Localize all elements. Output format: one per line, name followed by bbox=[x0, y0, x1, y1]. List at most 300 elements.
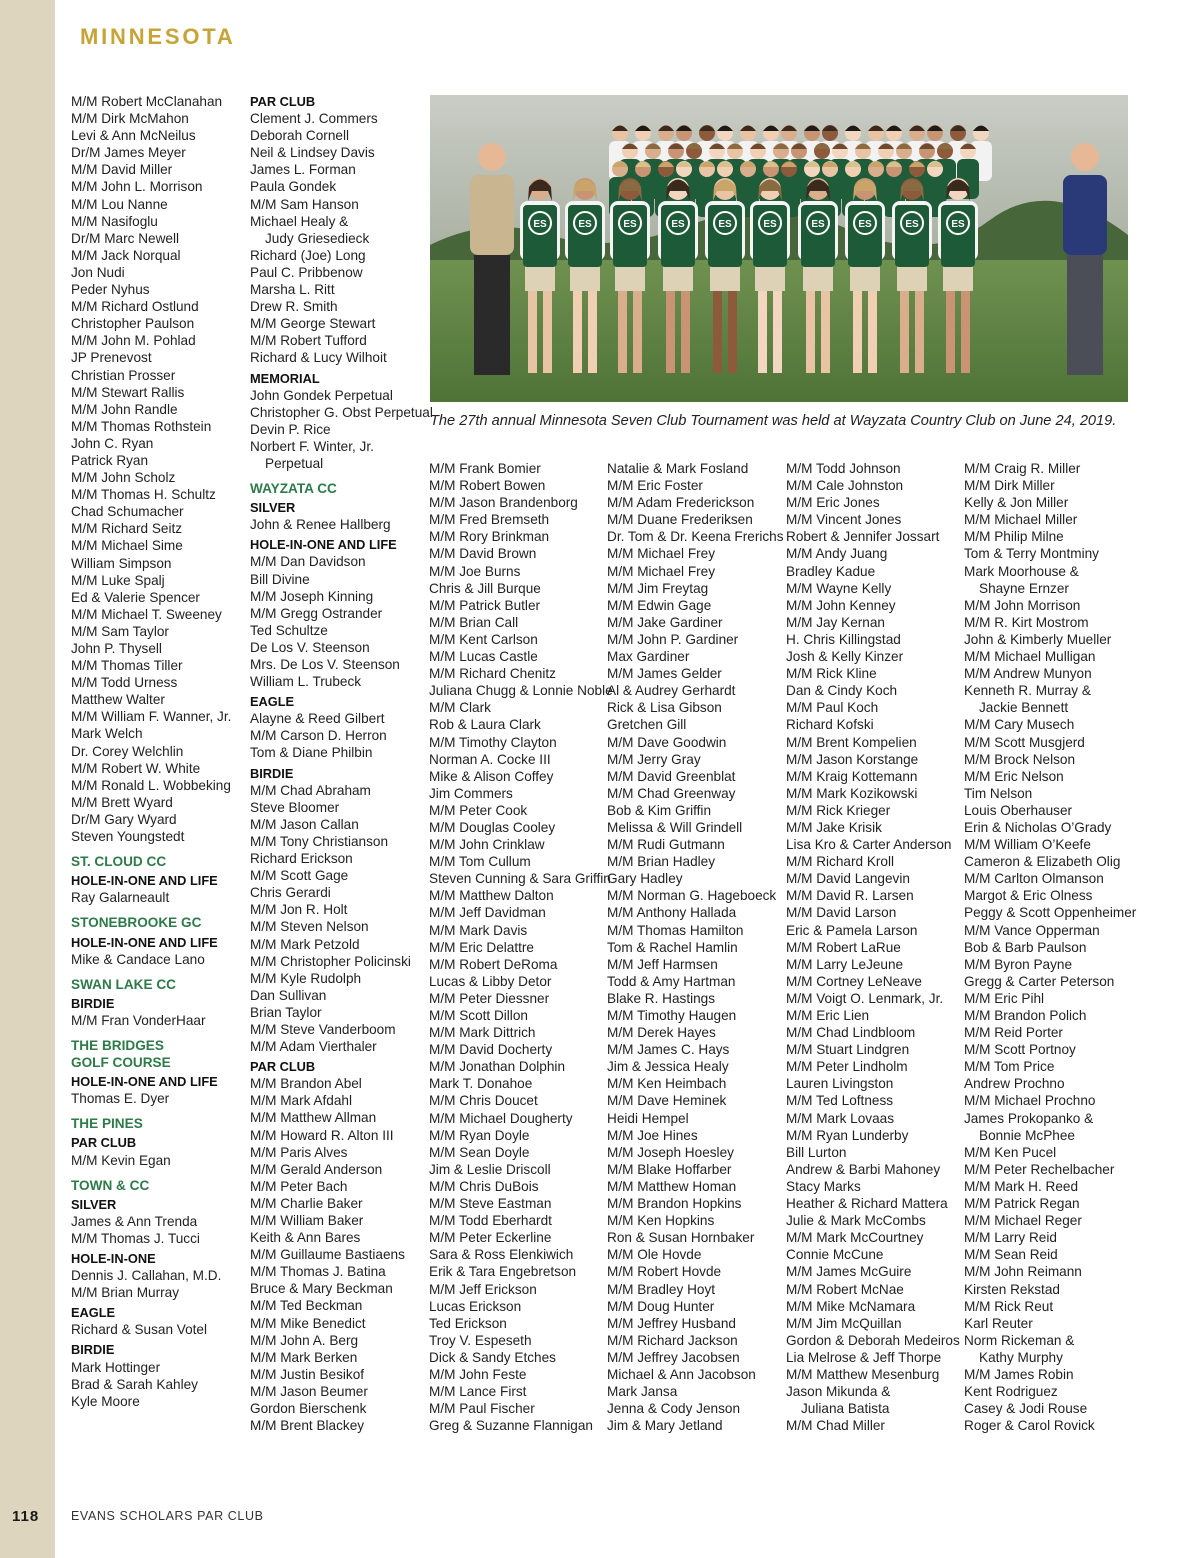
donor-name: Julie & Mark McCombs bbox=[786, 1213, 926, 1229]
donor-name: M/M Peter Cook bbox=[429, 802, 528, 818]
donor-name: M/M Jim McQuillan bbox=[786, 1315, 902, 1331]
donor-name: Margot & Eric Olness bbox=[964, 888, 1093, 904]
bib-logo-text: ES bbox=[671, 219, 685, 230]
donor-column-5 bbox=[786, 460, 958, 1434]
donor-name: John & Renee Hallberg bbox=[250, 517, 391, 533]
donor-name: M/M William F. Wanner, Jr. bbox=[71, 709, 232, 725]
donor-name: M/M Peter Diessner bbox=[429, 990, 550, 1006]
donor-name: M/M Clark bbox=[429, 700, 491, 716]
donor-name: M/M Jay Kernan bbox=[786, 614, 885, 630]
adult-pants bbox=[474, 255, 510, 375]
person-leg bbox=[821, 291, 830, 373]
person-leg bbox=[588, 291, 597, 373]
bib-logo-text: ES bbox=[623, 219, 637, 230]
donor-name: M/M Jeffrey Jacobsen bbox=[607, 1349, 740, 1365]
donor-name: Richard & Lucy Wilhoit bbox=[250, 350, 387, 366]
donor-name: M/M Timothy Clayton bbox=[429, 734, 557, 750]
donor-name: M/M John A. Berg bbox=[250, 1332, 359, 1348]
donor-name: M/M Joseph Hoesley bbox=[607, 1144, 734, 1160]
donor-name: M/M Tom Cullum bbox=[429, 854, 531, 870]
donor-name: M/M Steven Nelson bbox=[250, 919, 369, 935]
donor-name: M/M Rory Brinkman bbox=[429, 529, 550, 545]
caddie-bib bbox=[661, 205, 695, 267]
donor-name: M/M Lance First bbox=[429, 1384, 527, 1400]
donor-name: Devin P. Rice bbox=[250, 421, 331, 437]
donor-name: Mike & Alison Coffey bbox=[429, 768, 554, 784]
donor-name: M/M Patrick Butler bbox=[429, 597, 541, 613]
donor-name: Troy V. Espeseth bbox=[429, 1332, 532, 1348]
caddie-bib bbox=[848, 205, 882, 267]
donor-name: Lauren Livingston bbox=[786, 1076, 894, 1092]
donor-name: M/M Dave Heminek bbox=[607, 1093, 727, 1109]
donor-name: Peggy & Scott Oppenheimer bbox=[964, 905, 1137, 921]
donor-name: M/M R. Kirt Mostrom bbox=[964, 614, 1089, 630]
donor-name: M/M Richard Kroll bbox=[786, 854, 895, 870]
donor-name: Sara & Ross Elenkiwich bbox=[429, 1247, 574, 1263]
donor-name: M/M Howard R. Alton III bbox=[250, 1127, 394, 1143]
donor-name: M/M Robert McNae bbox=[786, 1281, 904, 1297]
giving-level-header: PAR CLUB bbox=[250, 1059, 316, 1075]
donor-name: M/M David Docherty bbox=[429, 1042, 553, 1058]
donor-name: M/M Kyle Rudolph bbox=[250, 970, 362, 986]
donor-name: M/M Chad Greenway bbox=[607, 785, 736, 801]
donor-name: M/M Brandon Hopkins bbox=[607, 1196, 742, 1212]
donor-name: M/M Stewart Rallis bbox=[71, 384, 185, 400]
donor-name: Clement J. Commers bbox=[250, 111, 378, 127]
donor-name: Roger & Carol Rovick bbox=[964, 1418, 1095, 1434]
donor-name: Gordon & Deborah Medeiros bbox=[786, 1332, 960, 1348]
donor-name: Greg & Suzanne Flannigan bbox=[429, 1418, 593, 1434]
donor-name: M/M Steve Vanderboom bbox=[250, 1021, 396, 1037]
donor-name: Bradley Kadue bbox=[786, 563, 876, 579]
donor-name: M/M Cortney LeNeave bbox=[786, 973, 922, 989]
donor-name: M/M Jim Freytag bbox=[607, 580, 709, 596]
donor-name: Jim & Mary Jetland bbox=[607, 1418, 723, 1434]
donor-name: M/M Michael Frey bbox=[607, 546, 716, 562]
caddie-bib bbox=[895, 205, 929, 267]
donor-name: Juliana Chugg & Lonnie Noble bbox=[429, 683, 613, 699]
giving-level-header: HOLE-IN-ONE AND LIFE bbox=[71, 873, 218, 889]
donor-name: M/M Matthew Dalton bbox=[429, 888, 554, 904]
giving-level-header: SILVER bbox=[71, 1196, 117, 1212]
donor-name: H. Chris Killingstad bbox=[786, 631, 901, 647]
donor-name: M/M Bradley Hoyt bbox=[607, 1281, 716, 1297]
donor-name: Keith & Ann Bares bbox=[250, 1230, 361, 1246]
donor-name: M/M James Robin bbox=[964, 1366, 1074, 1382]
donor-name: M/M Matthew Mesenburg bbox=[786, 1366, 940, 1382]
donor-name: William L. Trubeck bbox=[250, 674, 362, 690]
donor-name: Rob & Laura Clark bbox=[429, 717, 541, 733]
donor-name: Jim & Jessica Healy bbox=[607, 1059, 729, 1075]
person-leg bbox=[806, 291, 815, 373]
donor-name: John & Kimberly Mueller bbox=[964, 631, 1112, 647]
page-sidebar-band bbox=[0, 0, 55, 1558]
donor-name: M/M Carson D. Herron bbox=[250, 728, 387, 744]
donor-name: M/M James Gelder bbox=[607, 666, 722, 682]
donor-name: M/M Eric Pihl bbox=[964, 990, 1045, 1006]
donor-name: Christopher G. Obst Perpetual bbox=[250, 404, 433, 420]
donor-name: M/M Ryan Doyle bbox=[429, 1127, 530, 1143]
donor-name: M/M Anthony Hallada bbox=[607, 905, 737, 921]
donor-name: M/M Thomas Tiller bbox=[71, 658, 183, 674]
donor-name: Dr. Corey Welchlin bbox=[71, 743, 184, 759]
donor-name: M/M Scott Dillon bbox=[429, 1008, 528, 1023]
donor-name: M/M Robert DeRoma bbox=[429, 956, 558, 972]
donor-name: M/M John Feste bbox=[429, 1366, 527, 1382]
club-header: THE PINES bbox=[71, 1116, 143, 1132]
donor-name: M/M Jason Beumer bbox=[250, 1383, 368, 1399]
donor-name: M/M Adam Vierthaler bbox=[250, 1039, 377, 1055]
donor-name: Kirsten Rekstad bbox=[964, 1281, 1060, 1297]
adult-shirt bbox=[470, 175, 514, 255]
donor-name: M/M Fran VonderHaar bbox=[71, 1012, 206, 1028]
bib-logo-text: ES bbox=[858, 219, 872, 230]
donor-name: M/M John Crinklaw bbox=[429, 837, 545, 853]
donor-name: M/M Jake Gardiner bbox=[607, 614, 723, 630]
donor-name: M/M Michael Reger bbox=[964, 1213, 1082, 1229]
donor-name: M/M Adam Frederickson bbox=[607, 495, 755, 511]
donor-name: M/M Fred Bremseth bbox=[429, 512, 550, 528]
person-leg bbox=[666, 291, 675, 373]
donor-name: M/M Paul Koch bbox=[786, 700, 879, 716]
person-leg bbox=[900, 291, 909, 373]
donor-name: M/M Thomas H. Schultz bbox=[71, 487, 216, 503]
donor-name: M/M Rick Kline bbox=[786, 666, 877, 682]
person-leg bbox=[573, 291, 582, 373]
donor-name: Louis Oberhauser bbox=[964, 802, 1073, 818]
donor-name: M/M Scott Gage bbox=[250, 868, 349, 884]
caddie-bib bbox=[801, 205, 835, 267]
donor-name: Casey & Jodi Rouse bbox=[964, 1401, 1088, 1417]
bib-logo-text: ES bbox=[578, 219, 592, 230]
donor-name: M/M John L. Morrison bbox=[71, 179, 203, 195]
donor-name: Jim & Leslie Driscoll bbox=[429, 1161, 551, 1177]
donor-name: M/M James McGuire bbox=[786, 1264, 912, 1280]
donor-name: M/M Kevin Egan bbox=[71, 1152, 171, 1168]
donor-name: M/M Edwin Gage bbox=[607, 597, 712, 613]
giving-level-header: PAR CLUB bbox=[250, 94, 316, 109]
donor-name: Bill Divine bbox=[250, 571, 310, 587]
donor-name: M/M Jason Callan bbox=[250, 816, 359, 832]
caddie-bib bbox=[708, 205, 742, 267]
donor-name: Dr/M James Meyer bbox=[71, 145, 186, 161]
person-leg bbox=[773, 291, 782, 373]
donor-name: M/M Ken Pucel bbox=[964, 1144, 1057, 1160]
donor-name: Deborah Cornell bbox=[250, 128, 349, 144]
donor-name: M/M Voigt O. Lenmark, Jr. bbox=[786, 990, 944, 1006]
person-leg bbox=[528, 291, 537, 373]
donor-name: M/M Byron Payne bbox=[964, 956, 1073, 972]
donor-name: Tom & Rachel Hamlin bbox=[607, 939, 738, 955]
donor-name: M/M Chad Miller bbox=[786, 1418, 885, 1434]
donor-name: M/M Chad Abraham bbox=[250, 782, 371, 798]
donor-name: M/M George Stewart bbox=[250, 316, 376, 332]
donor-name: M/M David Langevin bbox=[786, 871, 910, 887]
donor-name: Gordon Bierschenk bbox=[250, 1401, 367, 1417]
donor-name: Richard Kofski bbox=[786, 717, 874, 733]
donor-name: Kent Rodriguez bbox=[964, 1384, 1058, 1400]
donor-name: M/M John Reimann bbox=[964, 1264, 1082, 1280]
donor-name: M/M Robert McClanahan bbox=[71, 94, 223, 109]
donor-name: Richard & Susan Votel bbox=[71, 1322, 208, 1338]
donor-name: M/M Paul Fischer bbox=[429, 1401, 535, 1417]
donor-name: M/M Todd Johnson bbox=[786, 461, 901, 476]
donor-name: Lucas Erickson bbox=[429, 1298, 522, 1314]
donor-name: M/M Christopher Policinski bbox=[250, 953, 411, 969]
group-photo bbox=[430, 95, 1128, 402]
donor-name: M/M Rick Krieger bbox=[786, 802, 891, 818]
giving-level-header: HOLE-IN-ONE AND LIFE bbox=[71, 934, 218, 950]
donor-name: John C. Ryan bbox=[71, 435, 154, 451]
donor-name: M/M Michael Prochno bbox=[964, 1093, 1096, 1109]
donor-name: Steven Cunning & Sara Griffin bbox=[429, 871, 611, 887]
donor-name: M/M Mike Benedict bbox=[250, 1315, 366, 1331]
donor-name: Tom & Diane Philbin bbox=[250, 745, 373, 761]
donor-name: Robert & Jennifer Jossart bbox=[786, 529, 940, 545]
donor-name: M/M Jason Korstange bbox=[786, 751, 919, 767]
donor-name: Norbert F. Winter, Jr. bbox=[250, 438, 374, 454]
donor-name: M/M James C. Hays bbox=[607, 1042, 730, 1058]
person-leg bbox=[618, 291, 627, 373]
person-leg bbox=[915, 291, 924, 373]
donor-name: M/M Stuart Lindgren bbox=[786, 1042, 910, 1058]
donor-name: James Prokopanko & bbox=[964, 1110, 1094, 1126]
donor-name: M/M Joe Burns bbox=[429, 563, 521, 579]
donor-name: M/M Michael Frey bbox=[607, 563, 716, 579]
bib-logo-text: ES bbox=[905, 219, 919, 230]
donor-name: M/M Richard Seitz bbox=[71, 521, 183, 537]
donor-name: M/M Brett Wyard bbox=[71, 794, 173, 810]
donor-name: M/M Rick Reut bbox=[964, 1298, 1054, 1314]
donor-name: Bob & Kim Griffin bbox=[607, 802, 712, 818]
donor-name: M/M Craig R. Miller bbox=[964, 461, 1081, 476]
donor-name: M/M Tom Price bbox=[964, 1059, 1055, 1075]
donor-name: Melissa & Will Grindell bbox=[607, 819, 743, 835]
donor-name: Jason Mikunda & bbox=[786, 1384, 891, 1400]
donor-name: M/M Joe Hines bbox=[607, 1127, 698, 1143]
donor-name: M/M Vincent Jones bbox=[786, 512, 902, 528]
donor-name: M/M Peter Bach bbox=[250, 1178, 348, 1194]
donor-name: Jenna & Cody Jenson bbox=[607, 1401, 741, 1417]
donor-name: M/M David Larson bbox=[786, 905, 897, 921]
donor-name: M/M Peter Eckerline bbox=[429, 1230, 552, 1246]
donor-name: M/M Robert Hovde bbox=[607, 1264, 722, 1280]
donor-name: Norman A. Cocke III bbox=[429, 751, 551, 767]
giving-level-header: HOLE-IN-ONE bbox=[71, 1251, 156, 1266]
donor-name: Mike & Candace Lano bbox=[71, 951, 205, 967]
donor-name: M/M Mark Dittrich bbox=[429, 1025, 536, 1041]
donor-name: M/M Sean Doyle bbox=[429, 1144, 530, 1160]
donor-name: M/M Sam Taylor bbox=[71, 623, 169, 639]
donor-name: M/M Mike McNamara bbox=[786, 1298, 916, 1314]
donor-name: M/M Chad Lindbloom bbox=[786, 1025, 916, 1041]
donor-name: M/M David Brown bbox=[429, 546, 537, 562]
donor-name: Ted Schultze bbox=[250, 622, 328, 638]
donor-name: M/M Larry LeJeune bbox=[786, 956, 904, 972]
donor-name: M/M Cary Musech bbox=[964, 717, 1075, 733]
donor-name: Christopher Paulson bbox=[71, 316, 195, 332]
giving-level-header: BIRDIE bbox=[71, 995, 115, 1011]
donor-name: M/M Brian Hadley bbox=[607, 854, 716, 870]
person-leg bbox=[758, 291, 767, 373]
donor-name: M/M David R. Larsen bbox=[786, 888, 914, 904]
donor-name: John P. Thysell bbox=[71, 641, 162, 656]
donor-name: M/M Ted Beckman bbox=[250, 1298, 363, 1314]
giving-level-header: HOLE-IN-ONE AND LIFE bbox=[250, 537, 397, 553]
donor-name: M/M Ken Heimbach bbox=[607, 1076, 727, 1092]
donor-name: Natalie & Mark Fosland bbox=[607, 461, 749, 476]
donor-name-continued: Juliana Batista bbox=[801, 1401, 890, 1417]
donor-name: Paula Gondek bbox=[250, 179, 337, 195]
donor-name: M/M Jack Norqual bbox=[71, 247, 181, 263]
donor-name: Patrick Ryan bbox=[71, 452, 149, 468]
donor-name: Bob & Barb Paulson bbox=[964, 939, 1087, 955]
donor-name: M/M Brent Kompelien bbox=[786, 734, 917, 750]
club-header: GOLF COURSE bbox=[71, 1055, 171, 1071]
donor-name: M/M Cale Johnston bbox=[786, 478, 904, 494]
donor-name: M/M Gerald Anderson bbox=[250, 1161, 383, 1177]
donor-name: M/M Nasifoglu bbox=[71, 213, 158, 229]
donor-name: M/M Derek Hayes bbox=[607, 1025, 716, 1041]
donor-name: M/M Robert LaRue bbox=[786, 939, 901, 955]
person-leg bbox=[681, 291, 690, 373]
donor-name: M/M Scott Portnoy bbox=[964, 1042, 1076, 1058]
donor-name: M/M Jonathan Dolphin bbox=[429, 1059, 566, 1075]
club-header: ST. CLOUD CC bbox=[71, 854, 167, 870]
donor-name-continued: Shayne Ernzer bbox=[979, 580, 1069, 596]
donor-name: Mark T. Donahoe bbox=[429, 1076, 533, 1092]
donor-name: M/M Justin Besikof bbox=[250, 1366, 365, 1382]
caddie-bib bbox=[613, 205, 647, 267]
donor-name: M/M Duane Frederiksen bbox=[607, 512, 753, 528]
donor-name: M/M Paris Alves bbox=[250, 1144, 348, 1160]
donor-name: Ron & Susan Hornbaker bbox=[607, 1230, 755, 1246]
donor-name: Michael & Ann Jacobson bbox=[607, 1366, 756, 1382]
donor-name: M/M Guillaume Bastiaens bbox=[250, 1247, 405, 1263]
donor-name: Lisa Kro & Carter Anderson bbox=[786, 837, 952, 853]
donor-name: M/M Ronald L. Wobbeking bbox=[71, 777, 231, 793]
state-title: MINNESOTA bbox=[80, 24, 236, 49]
donor-name: Matthew Walter bbox=[71, 692, 165, 708]
caddie-bib bbox=[523, 205, 557, 267]
donor-name: M/M Brian Murray bbox=[71, 1285, 180, 1301]
donor-name: M/M Vance Opperman bbox=[964, 922, 1100, 938]
donor-name: M/M Peter Rechelbacher bbox=[964, 1161, 1115, 1177]
donor-name: M/M David Greenblat bbox=[607, 768, 736, 784]
donor-name: Josh & Kelly Kinzer bbox=[786, 649, 904, 665]
donor-name: M/M Lou Nanne bbox=[71, 196, 168, 212]
donor-name: M/M Jeff Erickson bbox=[429, 1281, 537, 1297]
donor-name: M/M William Baker bbox=[250, 1213, 364, 1228]
donor-name: M/M Steve Eastman bbox=[429, 1196, 552, 1212]
club-header: TOWN & CC bbox=[71, 1177, 150, 1193]
donor-column-3 bbox=[429, 460, 613, 1434]
donor-name: M/M Jon R. Holt bbox=[250, 902, 348, 918]
donor-name: M/M Mark Afdahl bbox=[250, 1093, 352, 1109]
donor-name: Mark Hottinger bbox=[71, 1359, 161, 1375]
donor-name: Stacy Marks bbox=[786, 1178, 861, 1194]
donor-column-1 bbox=[71, 93, 243, 1410]
donor-name: Dr. Tom & Dr. Keena Frerichs bbox=[607, 529, 784, 545]
donor-column-4 bbox=[607, 460, 784, 1434]
donor-name: Norm Rickeman & bbox=[964, 1332, 1075, 1348]
giving-level-header: PAR CLUB bbox=[71, 1135, 137, 1151]
donor-name: M/M Robert Bowen bbox=[429, 478, 546, 494]
donor-name: JP Prenevost bbox=[71, 350, 152, 366]
club-header: THE BRIDGES bbox=[71, 1037, 164, 1053]
donor-name: M/M Philip Milne bbox=[964, 529, 1064, 545]
donor-name-continued: Bonnie McPhee bbox=[979, 1127, 1075, 1143]
bib-logo-text: ES bbox=[811, 219, 825, 230]
donor-name: Chad Schumacher bbox=[71, 504, 184, 520]
donor-name: Ray Galarneault bbox=[71, 890, 170, 906]
person-leg bbox=[946, 291, 955, 373]
donor-name: M/M Luke Spalj bbox=[71, 572, 165, 588]
donor-name: Cameron & Elizabeth Olig bbox=[964, 854, 1121, 870]
donor-name: De Los V. Steenson bbox=[250, 639, 370, 655]
donor-name: M/M Mark Kozikowski bbox=[786, 785, 918, 801]
donor-name: M/M Andy Juang bbox=[786, 546, 888, 562]
donor-name: Eric & Pamela Larson bbox=[786, 922, 918, 938]
donor-name: M/M Rudi Gutmann bbox=[607, 837, 725, 853]
donor-name: Paul C. Pribbenow bbox=[250, 264, 363, 280]
donor-name: Lia Melrose & Jeff Thorpe bbox=[786, 1349, 942, 1365]
donor-name: Richard Erickson bbox=[250, 851, 353, 867]
publication-footer: EVANS SCHOLARS PAR CLUB bbox=[71, 1509, 264, 1523]
donor-name: Dan & Cindy Koch bbox=[786, 683, 898, 699]
donor-name: M/M Eric Delattre bbox=[429, 939, 534, 955]
donor-name: Dr/M Marc Newell bbox=[71, 230, 179, 246]
donor-name: M/M Eric Nelson bbox=[964, 768, 1064, 784]
donor-name: Neil & Lindsey Davis bbox=[250, 145, 375, 161]
donor-column-2 bbox=[250, 93, 433, 1434]
donor-name: M/M Blake Hoffarber bbox=[607, 1161, 732, 1177]
donor-name: M/M Eric Jones bbox=[786, 495, 880, 511]
donor-name: Heather & Richard Mattera bbox=[786, 1196, 948, 1212]
donor-name: Tom & Terry Montminy bbox=[964, 546, 1099, 562]
donor-name: Mark Jansa bbox=[607, 1384, 678, 1400]
donor-name: Bruce & Mary Beckman bbox=[250, 1281, 393, 1297]
donor-name: M/M Todd Urness bbox=[71, 675, 178, 691]
donor-name: M/M Michael T. Sweeney bbox=[71, 606, 222, 622]
donor-name: Michael Healy & bbox=[250, 213, 349, 229]
donor-name: Mark Welch bbox=[71, 726, 143, 742]
donor-name: M/M Ole Hovde bbox=[607, 1247, 702, 1263]
donor-name: M/M Scott Musgjerd bbox=[964, 734, 1085, 750]
donor-name: Dennis J. Callahan, M.D. bbox=[71, 1268, 222, 1284]
donor-name: M/M Jeff Harmsen bbox=[607, 956, 718, 972]
donor-name: Ted Erickson bbox=[429, 1315, 507, 1331]
donor-name: Gary Hadley bbox=[607, 871, 683, 887]
donor-name: Mark Moorhouse & bbox=[964, 563, 1079, 579]
donor-name: Kyle Moore bbox=[71, 1393, 140, 1409]
donor-name: James L. Forman bbox=[250, 162, 356, 178]
donor-name: Steve Bloomer bbox=[250, 799, 340, 815]
donor-name: M/M Richard Chenitz bbox=[429, 666, 556, 682]
donor-name: M/M Jason Brandenborg bbox=[429, 495, 578, 511]
donor-name: M/M Mark McCourtney bbox=[786, 1230, 924, 1246]
donor-name: M/M Dirk McMahon bbox=[71, 111, 189, 127]
person-leg bbox=[543, 291, 552, 373]
donor-name: M/M Andrew Munyon bbox=[964, 666, 1092, 682]
donor-name: M/M Chris Doucet bbox=[429, 1093, 538, 1109]
donor-name: Levi & Ann McNeilus bbox=[71, 128, 196, 144]
donor-name: M/M Chris DuBois bbox=[429, 1178, 539, 1194]
donor-name: M/M Michael Sime bbox=[71, 538, 183, 554]
donor-name-continued: Kathy Murphy bbox=[979, 1349, 1063, 1365]
person-leg bbox=[868, 291, 877, 373]
adult-shirt bbox=[1063, 175, 1107, 255]
